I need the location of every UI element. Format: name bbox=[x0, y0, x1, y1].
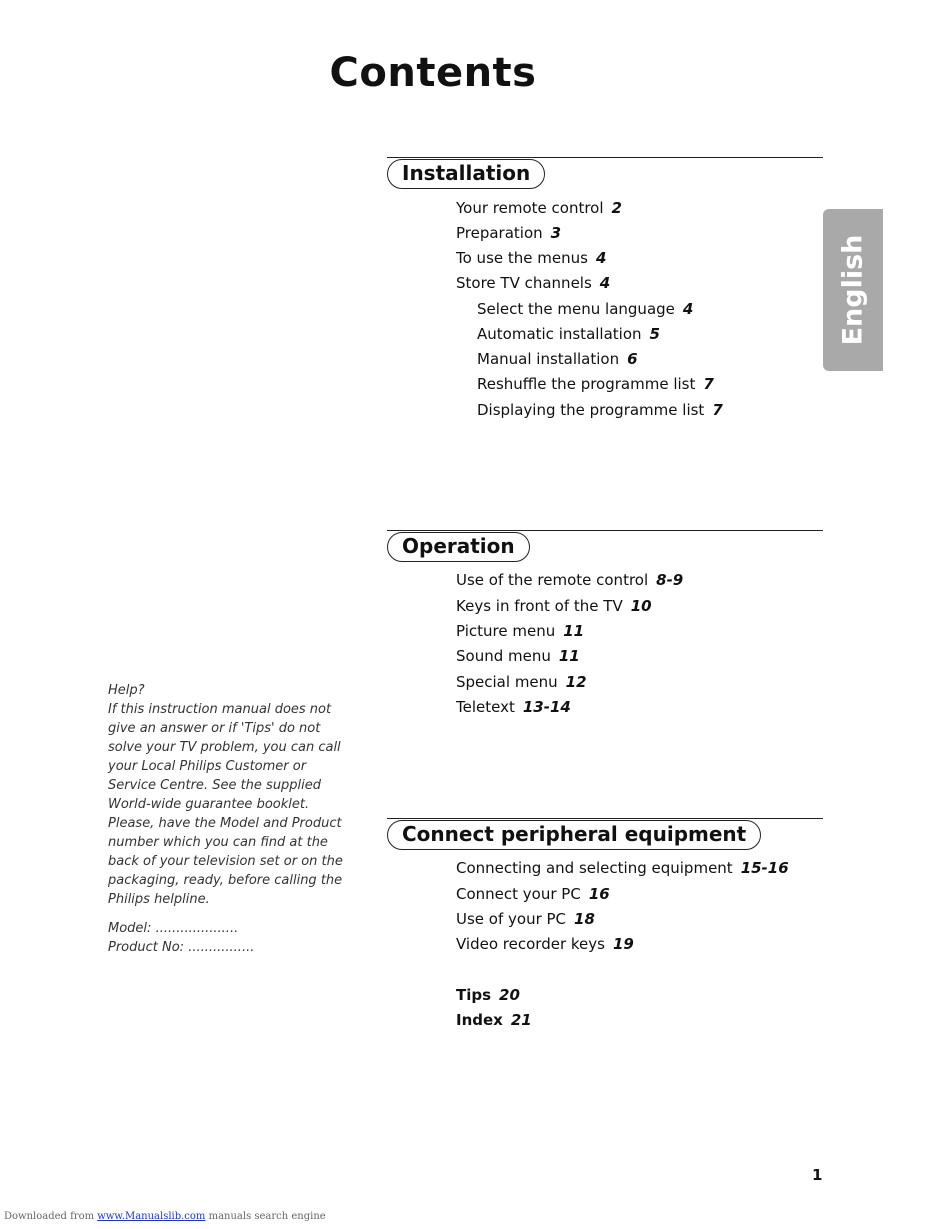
toc-entry[interactable] bbox=[456, 248, 606, 268]
toc-entry-label: Video recorder keys bbox=[456, 935, 605, 953]
toc-entry-page: 12 bbox=[565, 673, 587, 691]
section-rule-installation bbox=[387, 157, 823, 158]
toc-entry[interactable] bbox=[456, 909, 595, 929]
toc-entry-index[interactable] bbox=[456, 1010, 532, 1030]
toc-entry-label: Manual installation bbox=[477, 350, 620, 368]
toc-entry-label: Reshuffle the programme list bbox=[477, 375, 696, 393]
toc-entry[interactable] bbox=[456, 934, 634, 954]
toc-entry-label: Store TV channels bbox=[456, 274, 592, 292]
toc-entry-label: Picture menu bbox=[456, 622, 556, 640]
footer-suffix: manuals search engine bbox=[205, 1211, 326, 1222]
toc-entry-page: 21 bbox=[510, 1011, 532, 1029]
toc-entry-label: To use the menus bbox=[456, 249, 588, 267]
toc-entry-label: Teletext bbox=[456, 698, 515, 716]
toc-entry-page: 3 bbox=[550, 224, 562, 242]
toc-entry-page: 4 bbox=[599, 274, 611, 292]
help-text: If this instruction manual does not give an answer or if 'Tips' do not solve your TV problem, you can call your Local Philips Customer or Service Centre. See the supplied World-wide guarantee booklet. Please, have the Model and Product number which you can find at the back of your television set or on the packaging, ready, before calling the Philips helpline. bbox=[108, 702, 343, 907]
toc-entry-page: 16 bbox=[588, 885, 610, 903]
toc-entry[interactable] bbox=[456, 858, 789, 878]
section-rule-operation bbox=[387, 530, 823, 531]
footer-prefix: Downloaded from bbox=[4, 1211, 98, 1222]
page-number: 1 bbox=[812, 1166, 823, 1184]
section-heading-connect: Connect peripheral equipment bbox=[387, 820, 761, 850]
toc-entry-label: Preparation bbox=[456, 224, 543, 242]
toc-entry-page: 4 bbox=[682, 300, 694, 318]
toc-subentry[interactable] bbox=[477, 400, 723, 420]
toc-entry-page: 11 bbox=[558, 647, 580, 665]
toc-entry-page: 6 bbox=[627, 350, 638, 368]
section-rule-connect bbox=[387, 818, 823, 819]
toc-entry-label: Use of your PC bbox=[456, 910, 567, 928]
toc-entry-page: 5 bbox=[649, 325, 660, 343]
help-note bbox=[108, 681, 348, 957]
model-field bbox=[108, 919, 348, 938]
toc-entry-page: 11 bbox=[563, 622, 585, 640]
toc-entry-label: Connecting and selecting equipment bbox=[456, 859, 733, 877]
toc-entry-label: Tips bbox=[456, 986, 492, 1004]
toc-entry-page: 8-9 bbox=[656, 571, 684, 589]
footer-link[interactable]: www.Manualslib.com bbox=[97, 1211, 206, 1222]
language-tab bbox=[823, 209, 883, 371]
toc-entry[interactable] bbox=[456, 273, 610, 293]
toc-entry[interactable] bbox=[456, 570, 683, 590]
toc-subentry[interactable] bbox=[477, 299, 693, 319]
toc-entry-label: Automatic installation bbox=[477, 325, 642, 343]
toc-entry-page: 2 bbox=[611, 199, 622, 217]
toc-entry-page: 18 bbox=[574, 910, 595, 928]
toc-entry-label: Sound menu bbox=[456, 647, 551, 665]
toc-entry-page: 19 bbox=[612, 935, 634, 953]
download-footer bbox=[4, 1211, 326, 1222]
toc-entry-page: 7 bbox=[703, 375, 714, 393]
model-dots: .................... bbox=[155, 921, 239, 936]
help-heading: Help? bbox=[108, 683, 145, 698]
page-title: Contents bbox=[329, 50, 537, 96]
toc-entry-page: 4 bbox=[595, 249, 607, 267]
toc-subentry[interactable] bbox=[477, 374, 714, 394]
product-dots: ................ bbox=[188, 940, 255, 955]
model-label: Model: bbox=[108, 921, 152, 936]
toc-entry[interactable] bbox=[456, 884, 610, 904]
product-label: Product No: bbox=[108, 940, 185, 955]
toc-entry[interactable] bbox=[456, 672, 587, 692]
toc-entry[interactable] bbox=[456, 223, 561, 243]
toc-entry[interactable] bbox=[456, 697, 571, 717]
toc-entry-page: 10 bbox=[630, 597, 652, 615]
toc-entry[interactable] bbox=[456, 596, 652, 616]
toc-entry-label: Displaying the programme list bbox=[477, 401, 705, 419]
toc-entry-label: Index bbox=[456, 1011, 503, 1029]
toc-subentry[interactable] bbox=[477, 349, 638, 369]
help-fields bbox=[108, 919, 348, 957]
toc-entry[interactable] bbox=[456, 198, 622, 218]
toc-entry-page: 13-14 bbox=[522, 698, 571, 716]
toc-entry-page: 20 bbox=[499, 986, 520, 1004]
toc-entry-label: Your remote control bbox=[456, 199, 604, 217]
toc-entry-label: Special menu bbox=[456, 673, 558, 691]
section-heading-operation: Operation bbox=[387, 532, 530, 562]
toc-entry-label: Select the menu language bbox=[477, 300, 675, 318]
product-number-field bbox=[108, 938, 348, 957]
toc-entry-label: Keys in front of the TV bbox=[456, 597, 623, 615]
toc-entry[interactable] bbox=[456, 646, 580, 666]
section-heading-installation: Installation bbox=[387, 159, 545, 189]
toc-entry-label: Connect your PC bbox=[456, 885, 581, 903]
toc-entry-page: 7 bbox=[712, 401, 723, 419]
toc-entry-label: Use of the remote control bbox=[456, 571, 649, 589]
toc-entry-page: 15-16 bbox=[740, 859, 789, 877]
toc-entry[interactable] bbox=[456, 621, 584, 641]
toc-entry-tips[interactable] bbox=[456, 985, 520, 1005]
language-tab-label: English bbox=[837, 234, 869, 346]
toc-subentry[interactable] bbox=[477, 324, 660, 344]
